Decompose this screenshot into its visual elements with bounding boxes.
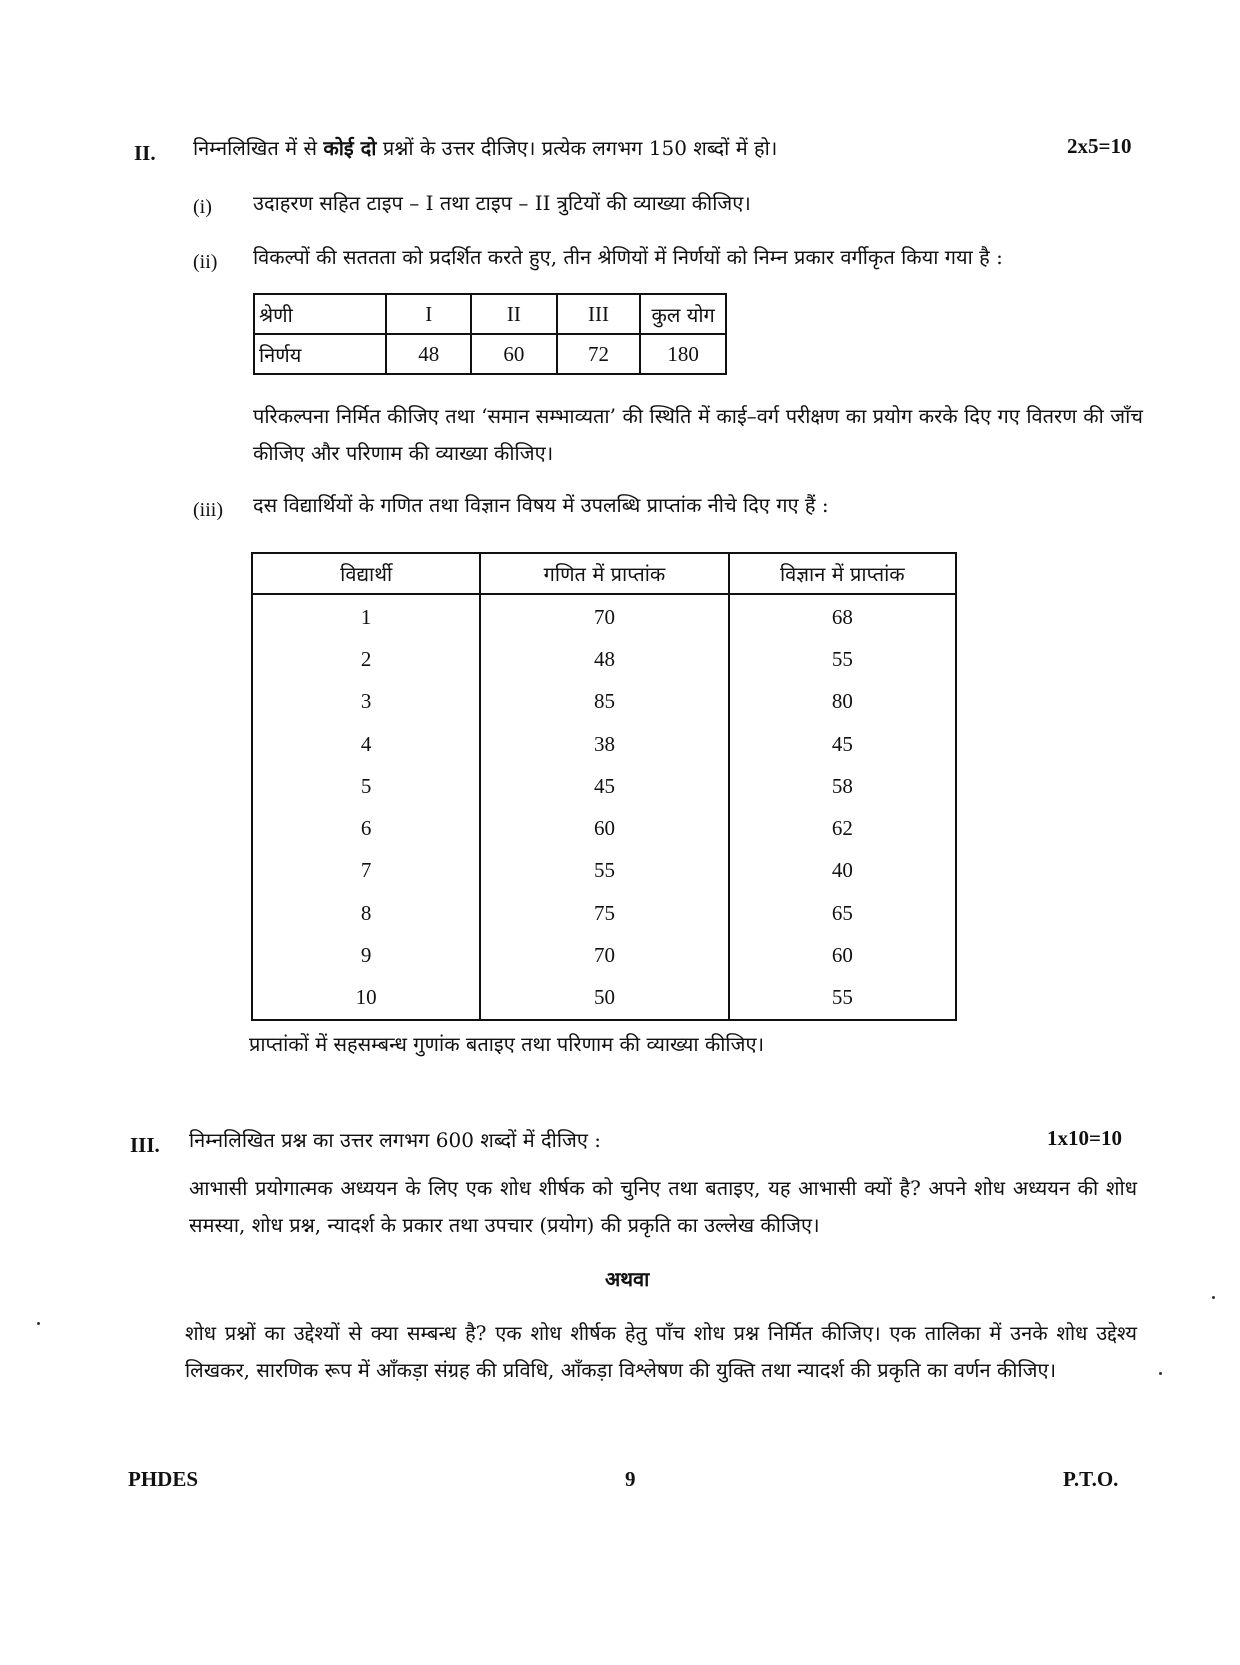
question-3-alternative-paragraph: शोध प्रश्नों का उद्देश्यों से क्या सम्बन्ध है? एक शोध शीर्षक हेतु पाँच शोध प्रश्न निर्मित कीजिए। एक तालिका में उनके शोध उद्देश्य लिखकर, सारणिक रूप में आँकड़ा संग्रह की प्रविधि, आँकड़ा विश्लेषण की युक्ति तथा न्यादर्श की प्रकृति का वर्णन कीजिए। [185, 1321, 1137, 1382]
table-cell: 8 [252, 892, 480, 934]
table-row [252, 638, 956, 680]
or-separator: अथवा [605, 1267, 650, 1291]
column-header: विज्ञान में प्राप्तांक [729, 553, 956, 594]
table-cell: कुल योग [640, 294, 726, 334]
table-cell: 2 [252, 638, 480, 680]
table-cell: 85 [480, 681, 728, 723]
subq-ii-followup: परिकल्पना निर्मित कीजिए तथा ‘समान सम्भाव्यता’ की स्थिति में काई–वर्ग परीक्षण का प्रयोग करके दिए गए वितरण की जाँच कीजिए और परिणाम की व्याख्या कीजिए। [253, 404, 1143, 465]
table-cell: 55 [729, 638, 956, 680]
table-row [252, 765, 956, 807]
table-cell: 60 [729, 934, 956, 976]
table-cell: 68 [729, 594, 956, 638]
table-cell: 65 [729, 892, 956, 934]
table-cell: 70 [480, 594, 728, 638]
question-3-paragraph: आभासी प्रयोगात्मक अध्ययन के लिए एक शोध शीर्षक को चुनिए तथा बताइए, यह आभासी क्यों है? अपने शोध अध्ययन की शोध समस्या, शोध प्रश्न, न्यादर्श के प्रकार तथा उपचार (प्रयोग) की प्रकृति का उल्लेख कीजिए। [189, 1176, 1137, 1237]
question-3-instruction: निम्नलिखित प्रश्न का उत्तर लगभग 600 शब्दों में दीजिए : [189, 1128, 601, 1152]
column-header: गणित में प्राप्तांक [480, 553, 728, 594]
paper-code: PHDES [128, 1467, 199, 1491]
subq-text-i: उदाहरण सहित टाइप – I तथा टाइप – II त्रुटियों की व्याख्या कीजिए। [253, 191, 751, 215]
category-decision-table [253, 293, 727, 375]
subq-label-iii: (iii) [193, 499, 223, 521]
table-cell: 60 [480, 807, 728, 849]
table-cell: 55 [480, 850, 728, 892]
table-cell: 58 [729, 765, 956, 807]
table-cell: 10 [252, 977, 480, 1020]
table-cell: 5 [252, 765, 480, 807]
table-row [254, 294, 726, 334]
instruction-text: प्रश्नों के उत्तर दीजिए। प्रत्येक लगभग 150 शब्दों में हो। [376, 136, 778, 160]
table-cell: 45 [480, 765, 728, 807]
question-number-3: III. [130, 1133, 160, 1157]
table-cell: श्रेणी [254, 294, 386, 334]
table-cell: II [471, 294, 557, 334]
table-header-row [252, 553, 956, 594]
student-scores-table [251, 552, 957, 1021]
table-cell: 48 [480, 638, 728, 680]
question-2-instruction [193, 134, 777, 162]
table-cell: 75 [480, 892, 728, 934]
table-row [252, 807, 956, 849]
table-row [254, 334, 726, 374]
table-cell: 6 [252, 807, 480, 849]
table-cell: 180 [640, 334, 726, 374]
question-2-marks: 2x5=10 [1067, 134, 1132, 158]
table-cell: 55 [729, 977, 956, 1020]
table-cell: 72 [557, 334, 641, 374]
subq-text-iii: दस विद्यार्थियों के गणित तथा विज्ञान विषय में उपलब्धि प्राप्तांक नीचे दिए गए हैं : [253, 493, 829, 517]
table-row [252, 723, 956, 765]
table-row [252, 594, 956, 638]
instruction-text: निम्नलिखित में से [193, 136, 324, 160]
table-cell: 45 [729, 723, 956, 765]
table-cell: 80 [729, 681, 956, 723]
table-row [252, 892, 956, 934]
table-cell: 60 [471, 334, 557, 374]
table-row [252, 850, 956, 892]
subq-label-ii: (ii) [193, 251, 218, 273]
page-number: 9 [625, 1467, 636, 1491]
table-cell: 9 [252, 934, 480, 976]
table-cell: 70 [480, 934, 728, 976]
table-cell: 48 [386, 334, 471, 374]
subq-label-i: (i) [193, 196, 212, 218]
instruction-emphasis: कोई दो [323, 136, 377, 160]
table-cell: 3 [252, 681, 480, 723]
scan-speck [37, 1322, 40, 1325]
scan-speck [1159, 1372, 1162, 1375]
table-cell: 40 [729, 850, 956, 892]
table-cell: 38 [480, 723, 728, 765]
column-header: विद्यार्थी [252, 553, 480, 594]
table-cell: 7 [252, 850, 480, 892]
subq-text-ii: विकल्पों की सततता को प्रदर्शित करते हुए, तीन श्रेणियों में निर्णयों को निम्न प्रकार वर्गीकृत किया गया है : [253, 245, 1003, 269]
table-cell: I [386, 294, 471, 334]
question-3-marks: 1x10=10 [1047, 1126, 1122, 1150]
table-cell: 4 [252, 723, 480, 765]
table-row [252, 681, 956, 723]
table-cell: 62 [729, 807, 956, 849]
scan-speck [1212, 1296, 1215, 1299]
table-cell: निर्णय [254, 334, 386, 374]
table-row [252, 977, 956, 1020]
table-cell: 50 [480, 977, 728, 1020]
subq-iii-followup: प्राप्तांकों में सहसम्बन्ध गुणांक बताइए तथा परिणाम की व्याख्या कीजिए। [249, 1032, 765, 1056]
table-row [252, 934, 956, 976]
please-turn-over: P.T.O. [1063, 1467, 1119, 1491]
table-cell: 1 [252, 594, 480, 638]
table-cell: III [557, 294, 641, 334]
question-number-2: II. [134, 141, 156, 165]
